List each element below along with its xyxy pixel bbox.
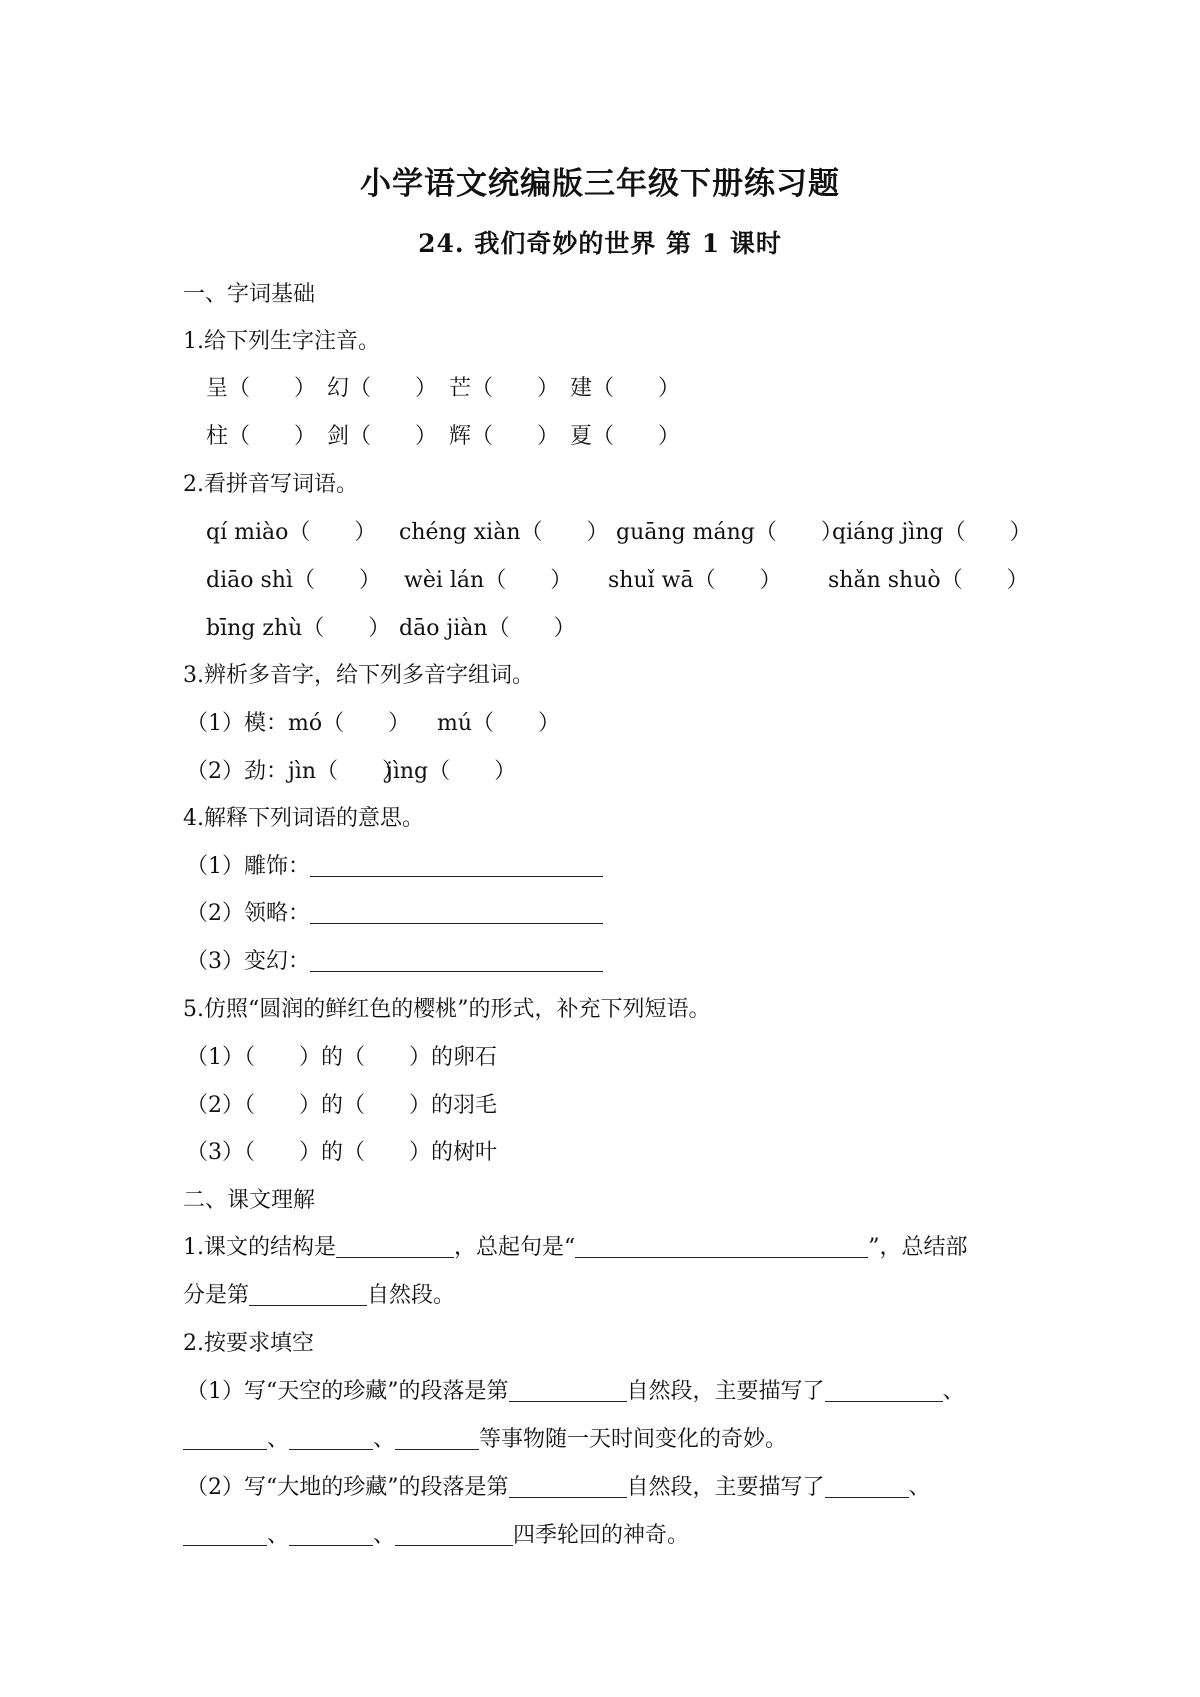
- q2-prompt: 2.看拼音写词语。: [183, 472, 358, 497]
- page-title: 小学语文统编版三年级下册练习题: [360, 166, 840, 202]
- q4-term: （3）变幻：: [186, 949, 310, 974]
- q2-row-3: [206, 614, 706, 644]
- answer-blank[interactable]: [825, 1475, 909, 1498]
- q5-item: （2）（ ）的（ ）的羽毛: [186, 1093, 497, 1118]
- q4-term: （1）雕饰：: [186, 854, 310, 879]
- q4-item-1: [186, 852, 603, 882]
- p1-line-2: [183, 1281, 455, 1311]
- q4-term: （2）领略：: [186, 901, 310, 926]
- answer-blank[interactable]: [509, 1475, 627, 1498]
- q4-prompt: 4.解释下列词语的意思。: [183, 806, 424, 831]
- answer-blank[interactable]: [310, 854, 603, 877]
- q1-item: 剑（ ）: [327, 424, 438, 449]
- q2-item: bīng zhù（ ）: [206, 616, 391, 641]
- q3-line-1-b: mú（ ）: [437, 711, 561, 736]
- p2-text: （1）写“天空的珍藏”的段落是第: [186, 1379, 509, 1404]
- answer-blank[interactable]: [310, 901, 603, 924]
- q1-item: 幻（ ）: [327, 376, 438, 401]
- q2-item: shuǐ wā（ ）: [608, 568, 782, 593]
- q3-line-1: [186, 709, 786, 739]
- p2-text: 、: [373, 1427, 396, 1452]
- p2-text: 、: [373, 1523, 396, 1548]
- p1-text: ”，总结部: [868, 1235, 968, 1260]
- answer-blank[interactable]: [310, 949, 603, 972]
- p2-prompt: 2.按要求填空: [183, 1331, 314, 1356]
- section-heading-1: 一、字词基础: [183, 282, 316, 307]
- q1-prompt: 1.给下列生字注音。: [183, 329, 380, 354]
- q3-line-2: [186, 757, 786, 787]
- p2-text: 四季轮回的神奇。: [513, 1523, 690, 1548]
- p1-line-1: [183, 1233, 968, 1263]
- q2-item: shǎn shuò（ ）: [828, 568, 1029, 593]
- p2-text: 、: [267, 1523, 290, 1548]
- q3-line-2-a: （2）劲：jìn（ ）: [186, 759, 405, 784]
- p2-item-2-line-2: [183, 1521, 689, 1551]
- q1-item: 夏（ ）: [570, 424, 681, 449]
- q3-line-1-a: （1）模：mó（ ）: [186, 711, 411, 736]
- q5-item: （3）（ ）的（ ）的树叶: [186, 1140, 497, 1165]
- q2-item: wèi lán（ ）: [404, 568, 573, 593]
- q1-item: 柱（ ）: [206, 424, 317, 449]
- q2-item: chéng xiàn（ ）: [399, 520, 609, 545]
- p2-text: 、: [908, 1475, 931, 1500]
- q3-line-2-b: jìng（ ）: [386, 759, 517, 784]
- p2-text: 、: [267, 1427, 290, 1452]
- q2-item: diāo shì（ ）: [206, 568, 381, 593]
- q1-item: 芒（ ）: [449, 376, 560, 401]
- p2-item-1-line-1: [186, 1377, 965, 1407]
- p2-text: 自然段，主要描写了: [626, 1379, 825, 1404]
- p1-text: ，总起句是“: [454, 1235, 576, 1260]
- q2-row-1: [206, 518, 1046, 548]
- q5-item: （1）（ ）的（ ）的卵石: [186, 1045, 497, 1070]
- answer-blank[interactable]: [395, 1523, 513, 1546]
- answer-blank[interactable]: [825, 1379, 943, 1402]
- q4-item-3: [186, 947, 603, 977]
- q1-item: 建（ ）: [570, 376, 681, 401]
- q2-row-2: [206, 566, 1046, 596]
- q2-item: qiáng jìng（ ）: [832, 520, 1032, 545]
- answer-blank[interactable]: [395, 1427, 479, 1450]
- p1-text: 分是第: [183, 1283, 250, 1308]
- answer-blank[interactable]: [249, 1283, 367, 1306]
- q5-prompt: 5.仿照“圆润的鲜红色的樱桃”的形式，补充下列短语。: [183, 997, 711, 1022]
- answer-blank[interactable]: [575, 1235, 868, 1258]
- q2-item: qí miào（ ）: [206, 520, 377, 545]
- answer-blank[interactable]: [183, 1523, 267, 1546]
- p2-text: 等事物随一天时间变化的奇妙。: [479, 1427, 788, 1452]
- q2-item: dāo jiàn（ ）: [399, 616, 576, 641]
- p2-text: （2）写“大地的珍藏”的段落是第: [186, 1475, 509, 1500]
- q1-item: 呈（ ）: [206, 376, 317, 401]
- q1-row-1: [206, 374, 706, 404]
- q4-item-2: [186, 899, 603, 929]
- answer-blank[interactable]: [336, 1235, 454, 1258]
- answer-blank[interactable]: [183, 1427, 267, 1450]
- answer-blank[interactable]: [289, 1427, 373, 1450]
- answer-blank[interactable]: [289, 1523, 373, 1546]
- q1-item: 辉（ ）: [449, 424, 560, 449]
- p2-text: 自然段，主要描写了: [626, 1475, 825, 1500]
- p1-text: 1.课文的结构是: [183, 1235, 336, 1260]
- p2-item-1-line-2: [183, 1425, 787, 1455]
- p2-item-2-line-1: [186, 1473, 931, 1503]
- p2-text: 、: [942, 1379, 965, 1404]
- p1-text: 自然段。: [367, 1283, 456, 1308]
- answer-blank[interactable]: [509, 1379, 627, 1402]
- q1-row-2: [206, 422, 706, 452]
- q2-item: guāng máng（ ）: [616, 520, 843, 545]
- section-heading-2: 二、课文理解: [183, 1188, 316, 1213]
- q3-prompt: 3.辨析多音字，给下列多音字组词。: [183, 663, 534, 688]
- lesson-subtitle: 24. 我们奇妙的世界 第 1 课时: [418, 229, 782, 258]
